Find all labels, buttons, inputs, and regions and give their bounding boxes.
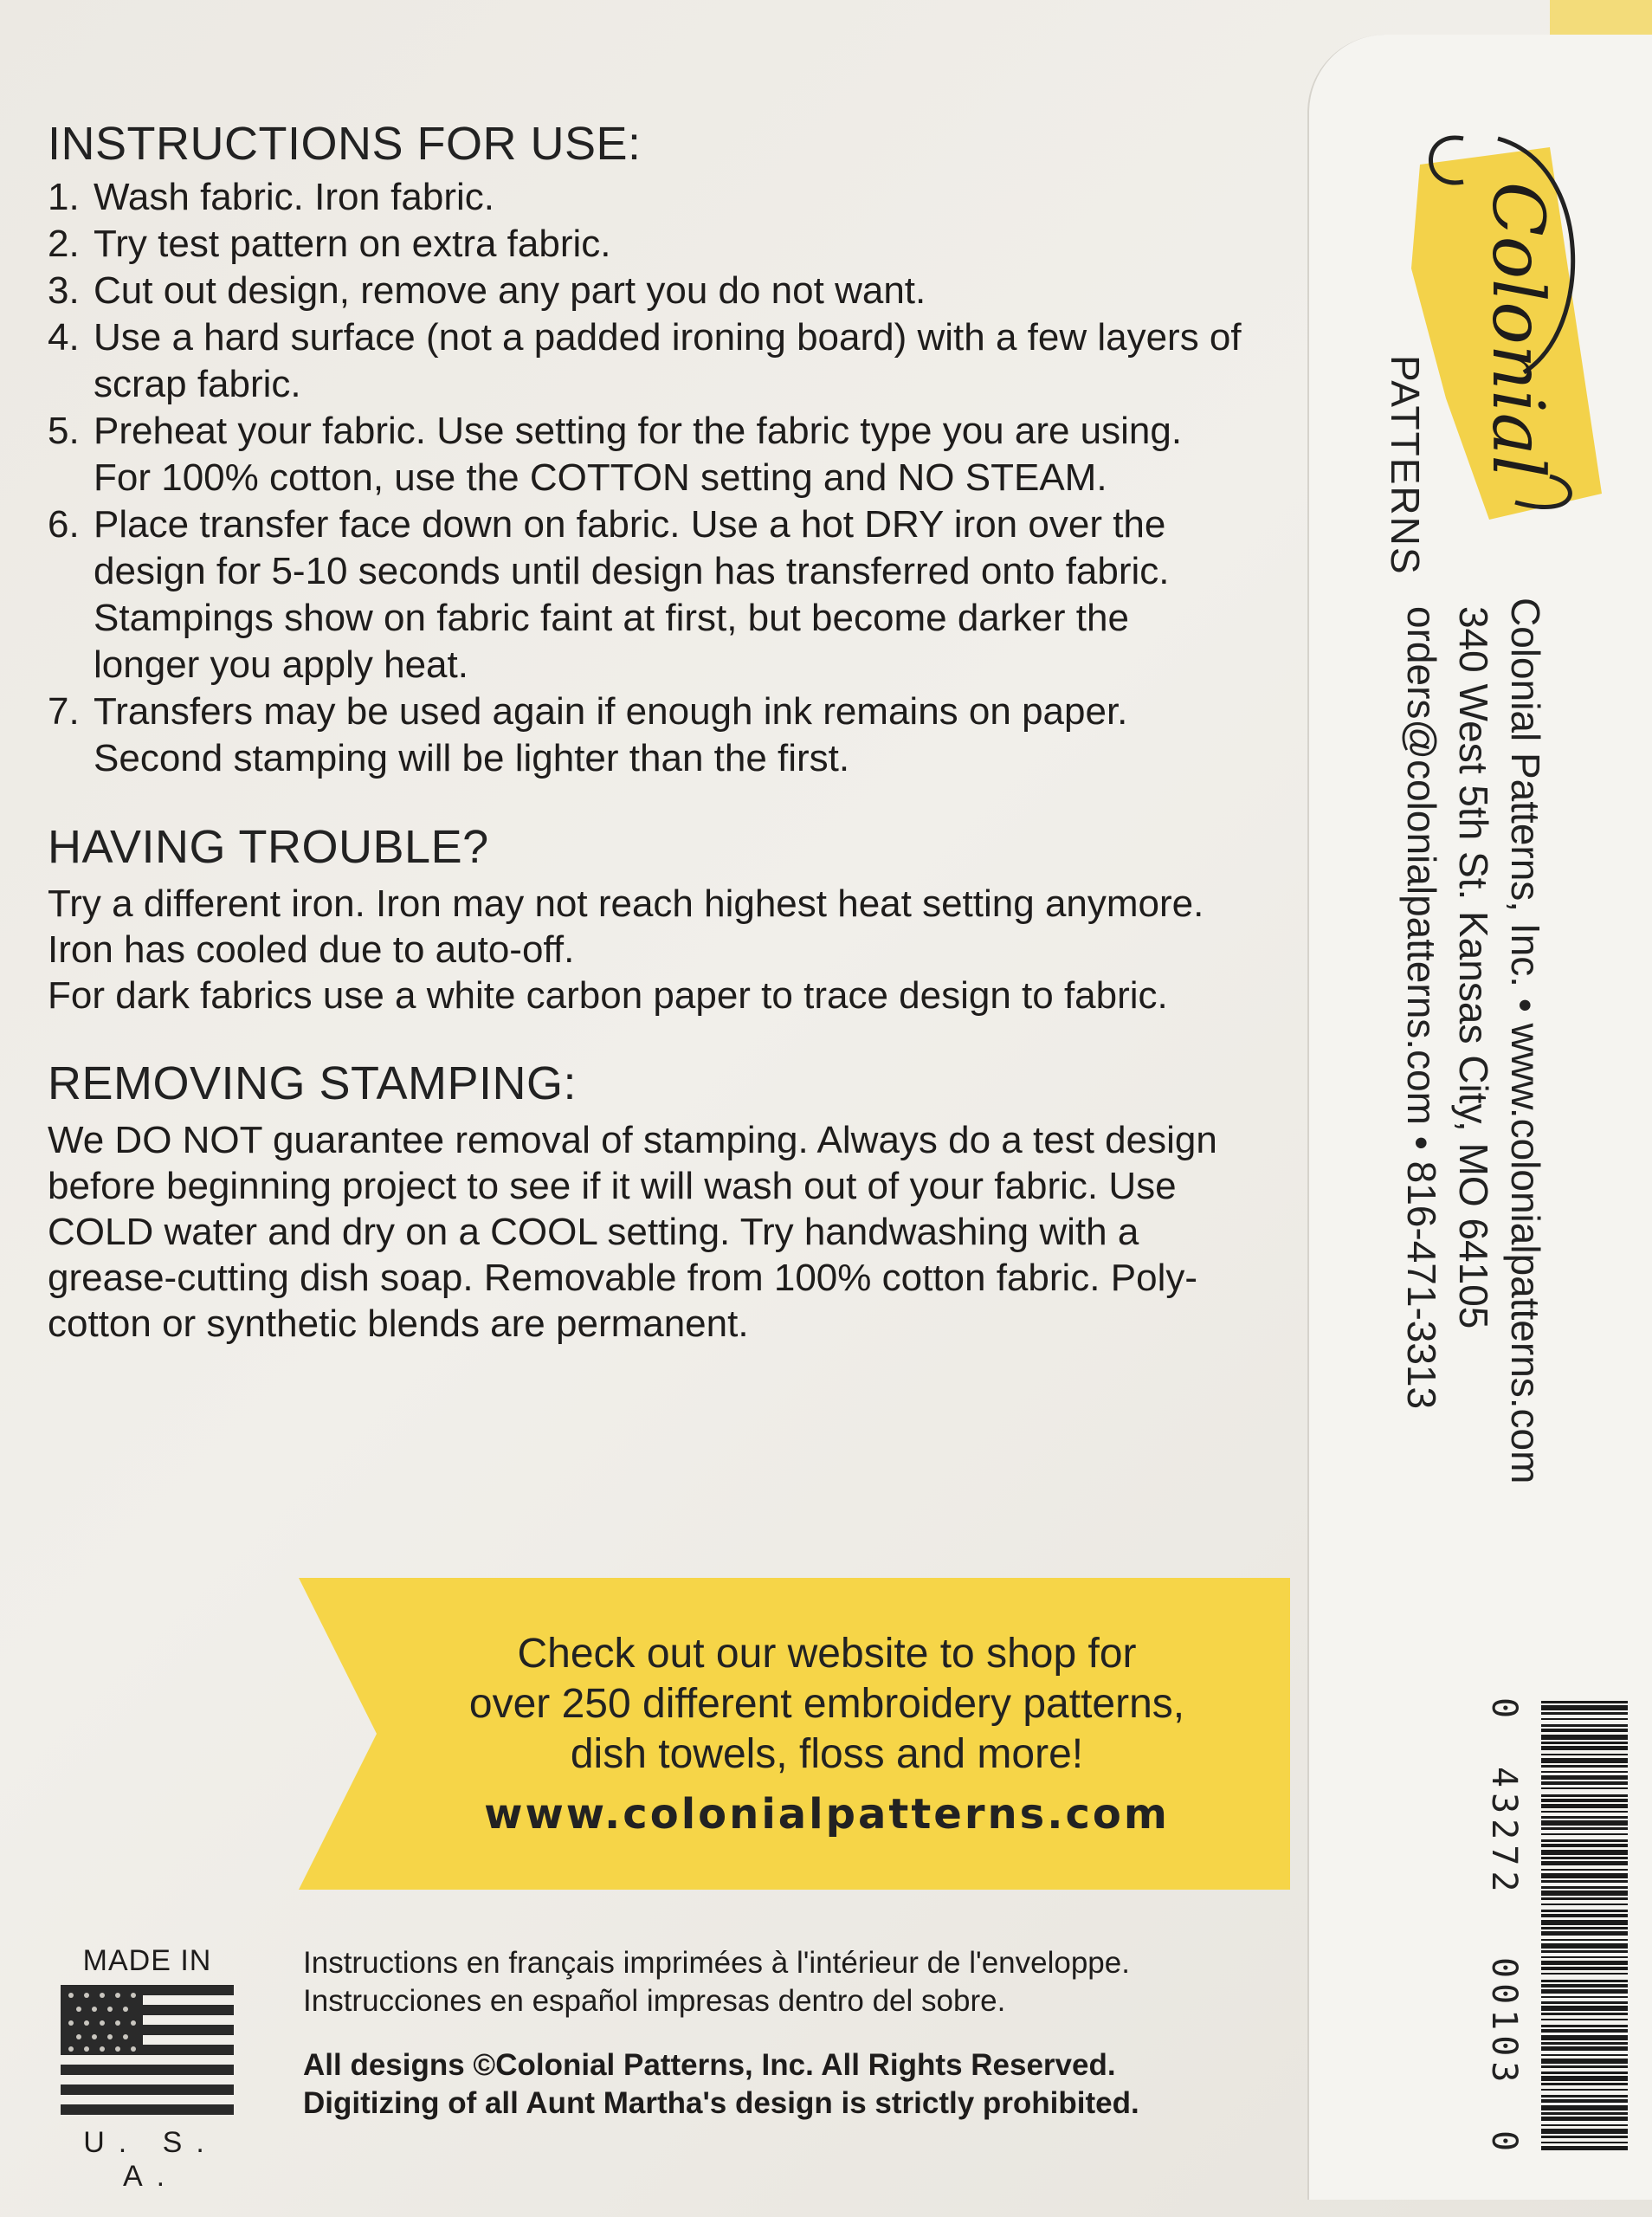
barcode-bar xyxy=(1541,1989,1628,1994)
barcode-bar xyxy=(1541,2072,1628,2074)
barcode-bar xyxy=(1541,2065,1628,2068)
barcode-bar xyxy=(1541,1799,1628,1802)
barcode-bar xyxy=(1541,1961,1628,1965)
barcode-bar xyxy=(1541,1857,1628,1859)
barcode-bar xyxy=(1541,2046,1628,2051)
barcode-bar xyxy=(1541,1956,1628,1958)
barcode-bar xyxy=(1541,2006,1628,2011)
barcode-bar xyxy=(1541,1927,1628,1929)
made-in-label: MADE IN xyxy=(82,1944,212,1977)
barcode-digit-left: 0 xyxy=(1484,1697,1524,1724)
barcode-bar xyxy=(1541,2035,1628,2040)
banner-text xyxy=(368,1578,1286,1890)
barcode-bar xyxy=(1541,2117,1628,2121)
banner-line-3: dish towels, floss and more! xyxy=(570,1731,1084,1777)
barcode-bar xyxy=(1541,1729,1628,1732)
trouble-section xyxy=(48,820,1242,1018)
barcode-bar xyxy=(1541,2105,1628,2110)
spanish-note: Instrucciones en español impresas dentro del sobre. xyxy=(303,1984,1006,2018)
barcode-bar xyxy=(1541,2124,1628,2126)
list-item: 6. Place transfer face down on fabric. Use a hot DRY iron over the design for 5-10 seconds until design has transferred onto fabric. Stampings show on fabric faint at first, but become darker the longer you apply heat. xyxy=(48,503,1170,686)
list-item: 3. Cut out design, remove any part you do not want. xyxy=(48,269,926,312)
website-link[interactable]: www.colonialpatterns.com xyxy=(484,1790,1170,1839)
trouble-heading: HAVING TROUBLE? xyxy=(48,821,489,873)
barcode-bar xyxy=(1541,1811,1628,1813)
logo-text: Colonial xyxy=(1476,182,1558,478)
barcode-bar xyxy=(1541,1967,1628,1970)
barcode-bars xyxy=(1541,1697,1628,2156)
barcode-bar xyxy=(1541,1833,1628,1835)
made-in-usa-badge xyxy=(56,1944,238,2194)
barcode-bar xyxy=(1541,2083,1628,2085)
removing-paragraph: We DO NOT guarantee removal of stamping. Always do a test design before beginning project to see if it will wash out of your fabric. Use COLD water and dry on a COOL setting. Try handwashing with a grease-cutting dish soap. Removable from 100% cotton fabric. Poly-cotton or synthetic blends are permanent. xyxy=(48,1119,1217,1345)
barcode-bar xyxy=(1541,1996,1628,1998)
barcode-bar xyxy=(1541,2013,1628,2015)
instructions-column xyxy=(48,117,1242,1347)
barcode xyxy=(1472,1697,1636,2156)
barcode-bar xyxy=(1541,1705,1628,1710)
barcode-digit-right: 0 xyxy=(1484,2130,1524,2157)
barcode-bar xyxy=(1541,1742,1628,1744)
barcode-bar xyxy=(1541,1765,1628,1768)
barcode-bar xyxy=(1541,1920,1628,1925)
banner-line-1: Check out our website to shop for xyxy=(517,1631,1137,1677)
trouble-paragraph-2: For dark fabrics use a white carbon paper to trace design to fabric. xyxy=(48,974,1168,1017)
barcode-digits-2: 00103 xyxy=(1484,1957,1524,2088)
barcode-bar xyxy=(1541,2142,1628,2143)
list-item: 2. Try test pattern on extra fabric. xyxy=(48,223,611,265)
barcode-bar xyxy=(1541,1950,1628,1953)
barcode-bar xyxy=(1541,2112,1628,2115)
barcode-bar xyxy=(1541,1943,1628,1949)
footer-text xyxy=(303,1944,1273,2123)
barcode-bar xyxy=(1541,2059,1628,2064)
address-line-3: orders@colonialpatterns.com • 816-471-3313 xyxy=(1399,606,1444,1410)
barcode-bar xyxy=(1541,1746,1628,1750)
list-item: 7. Transfers may be used again if enough ink remains on paper. Second stamping will be lighter than the first. xyxy=(48,690,1128,779)
list-item: 1. Wash fabric. Iron fabric. xyxy=(48,176,494,218)
barcode-bar xyxy=(1541,1758,1628,1763)
address-line-2: 340 West 5th St. Kansas City, MO 64105 xyxy=(1451,606,1496,1329)
instructions-heading: INSTRUCTIONS FOR USE: xyxy=(48,118,642,170)
list-item: 5. Preheat your fabric. Use setting for the fabric type you are using. For 100% cotton, use the COTTON setting and NO STEAM. xyxy=(48,410,1183,499)
us-flag-icon xyxy=(61,1985,234,2115)
barcode-bar xyxy=(1541,2042,1628,2045)
barcode-bar xyxy=(1541,2029,1628,2033)
barcode-bar xyxy=(1541,1904,1628,1905)
instructions-list xyxy=(48,174,1242,782)
barcode-bar xyxy=(1541,2025,1628,2027)
barcode-bar xyxy=(1541,1820,1628,1826)
barcode-bar xyxy=(1541,1724,1628,1727)
barcode-bar xyxy=(1541,1794,1628,1797)
website-banner xyxy=(299,1578,1290,1890)
barcode-bar xyxy=(1541,2076,1628,2081)
barcode-bar xyxy=(1541,1718,1628,1720)
barcode-bar xyxy=(1541,2136,1628,2138)
barcode-bar xyxy=(1541,1886,1628,1889)
barcode-bar xyxy=(1541,1973,1628,1975)
barcode-bar xyxy=(1541,1754,1628,1755)
barcode-bar xyxy=(1541,1891,1628,1896)
barcode-bar xyxy=(1541,1844,1628,1847)
rights-line-2: Digitizing of all Aunt Martha's design is strictly prohibited. xyxy=(303,2086,1139,2120)
usa-label: U. S. A. xyxy=(83,2126,218,2193)
barcode-bar xyxy=(1541,1980,1628,1982)
barcode-bar xyxy=(1541,1869,1628,1871)
barcode-bar xyxy=(1541,1735,1628,1740)
barcode-bar xyxy=(1541,1931,1628,1936)
barcode-bar xyxy=(1541,1712,1628,1715)
banner-line-2: over 250 different embroidery patterns, xyxy=(468,1681,1185,1727)
removing-heading: REMOVING STAMPING: xyxy=(48,1057,578,1109)
barcode-bar xyxy=(1541,1787,1628,1789)
barcode-bar xyxy=(1541,1897,1628,1900)
barcode-bar xyxy=(1541,1914,1628,1917)
barcode-bar xyxy=(1541,2089,1628,2091)
patterns-label: PATTERNS xyxy=(1383,355,1428,576)
barcode-bar xyxy=(1541,1781,1628,1785)
barcode-bar xyxy=(1541,1827,1628,1830)
barcode-bar xyxy=(1541,2146,1628,2150)
french-note: Instructions en français imprimées à l'intérieur de l'enveloppe. xyxy=(303,1946,1130,1980)
barcode-bar xyxy=(1541,1939,1628,1941)
trouble-paragraph-1: Try a different iron. Iron may not reach highest heat setting anymore. Iron has cooled due to auto-off. xyxy=(48,882,1204,971)
barcode-bar xyxy=(1541,1880,1628,1883)
address-line-1: Colonial Patterns, Inc. • www.colonialpatterns.com xyxy=(1503,598,1548,1484)
list-item: 4. Use a hard surface (not a padded ironing board) with a few layers of scrap fabric. xyxy=(48,316,1242,405)
barcode-bar xyxy=(1541,1850,1628,1855)
barcode-bar xyxy=(1541,1816,1628,1819)
barcode-bar xyxy=(1541,2129,1628,2134)
barcode-bar xyxy=(1541,1861,1628,1865)
barcode-bar xyxy=(1541,1775,1628,1780)
barcode-bar xyxy=(1541,2054,1628,2056)
barcode-bar xyxy=(1541,1910,1628,1912)
barcode-bar xyxy=(1541,1873,1628,1878)
barcode-bar xyxy=(1541,1701,1628,1703)
rights-line-1: All designs ©Colonial Patterns, Inc. All Rights Reserved. xyxy=(303,2048,1116,2082)
barcode-bar xyxy=(1541,1804,1628,1808)
barcode-digits-1: 43272 xyxy=(1484,1767,1524,1897)
barcode-bar xyxy=(1541,1839,1628,1842)
barcode-bar xyxy=(1541,1984,1628,1988)
removing-section xyxy=(48,1057,1242,1347)
barcode-bar xyxy=(1541,2095,1628,2097)
barcode-bar xyxy=(1541,2001,1628,2004)
barcode-bar xyxy=(1541,2019,1628,2020)
barcode-bar xyxy=(1541,2099,1628,2103)
barcode-bar xyxy=(1541,1771,1628,1773)
